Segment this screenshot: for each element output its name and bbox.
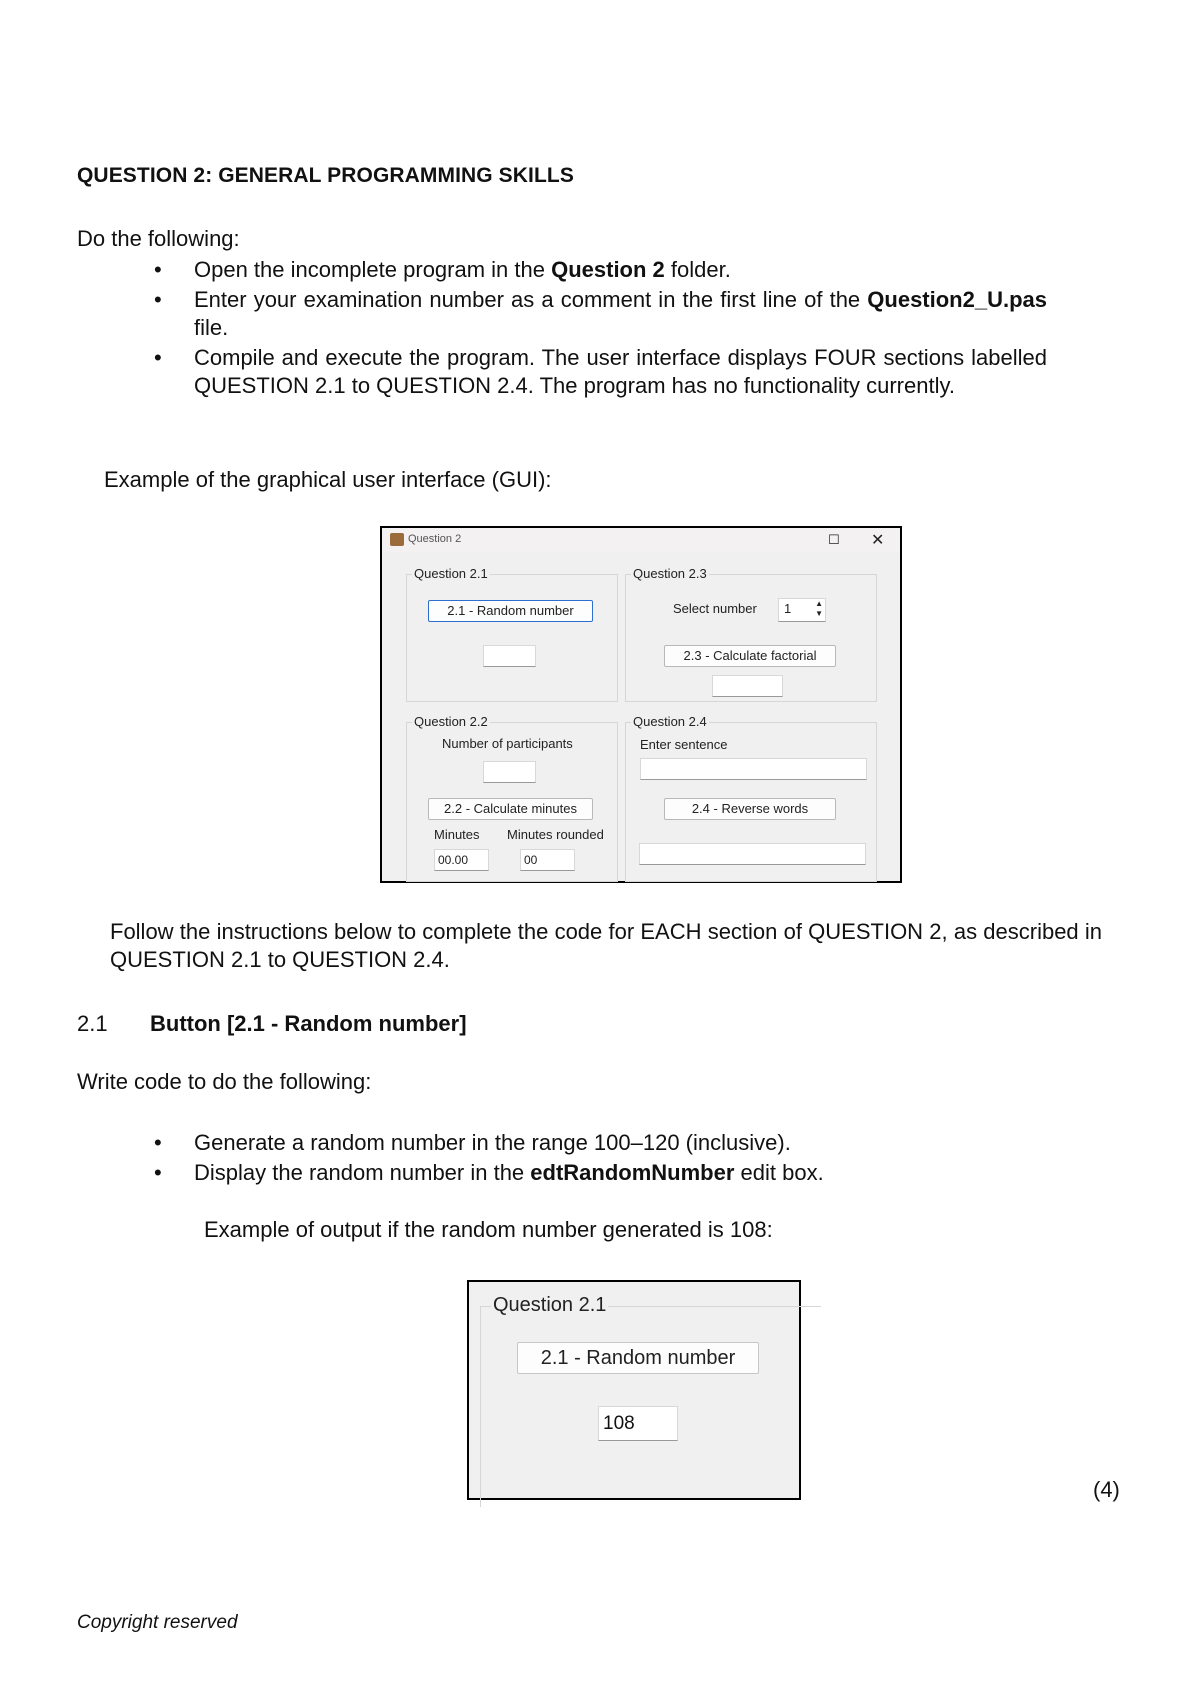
group-q21-label: Question 2.1 <box>414 566 488 581</box>
close-icon[interactable]: ✕ <box>871 532 885 549</box>
gui-caption: Example of the graphical user interface (GUI): <box>104 467 552 492</box>
list-item: • Display the random number in the edtRandomNumber edit box. <box>154 1160 824 1185</box>
bullet-icon: • <box>154 345 162 370</box>
instruction-list <box>154 256 1047 400</box>
app-icon <box>390 533 404 546</box>
enter-sentence-label: Enter sentence <box>640 737 728 752</box>
list-item: • Generate a random number in the range 100–120 (inclusive). <box>154 1130 791 1155</box>
example-random-number-button[interactable]: 2.1 - Random number <box>517 1342 759 1374</box>
random-number-button[interactable]: 2.1 - Random number <box>428 600 593 622</box>
participants-label: Number of participants <box>442 736 573 751</box>
factorial-edit[interactable] <box>712 675 783 697</box>
example-caption: Example of output if the random number generated is 108: <box>204 1217 773 1242</box>
bullet-icon: • <box>154 1130 162 1155</box>
section-title: Button [2.1 - Random number] <box>150 1011 467 1036</box>
minutes-label: Minutes <box>434 827 480 842</box>
spin-arrows-icon[interactable]: ▲ ▼ <box>815 599 823 618</box>
minutes-edit[interactable]: 00.00 <box>434 849 489 871</box>
bullet-icon: • <box>154 287 162 312</box>
maximize-icon[interactable]: ☐ <box>828 532 840 547</box>
calculate-factorial-button[interactable]: 2.3 - Calculate factorial <box>664 645 836 667</box>
gui-window <box>380 526 902 883</box>
intro-text: Do the following: <box>77 226 240 251</box>
number-spinner[interactable]: 1 ▲ ▼ <box>778 598 826 622</box>
title-bar <box>382 528 900 552</box>
bullet-icon: • <box>154 257 162 282</box>
minutes-rounded-label: Minutes rounded <box>507 827 604 842</box>
section-intro: Write code to do the following: <box>77 1069 372 1094</box>
random-number-edit[interactable] <box>483 645 536 667</box>
example-output-figure <box>467 1280 801 1500</box>
sentence-edit[interactable] <box>640 758 867 780</box>
section-list <box>154 1129 1047 1187</box>
reverse-words-button[interactable]: 2.4 - Reverse words <box>664 798 836 820</box>
section-number: 2.1 <box>77 1011 108 1036</box>
group-q23-label: Question 2.3 <box>633 566 707 581</box>
page-title: QUESTION 2: GENERAL PROGRAMMING SKILLS <box>77 164 574 187</box>
window-title: Question 2 <box>408 533 462 545</box>
group-q22-label: Question 2.2 <box>414 714 488 729</box>
select-number-label: Select number <box>673 601 757 616</box>
list-item: • Enter your examination number as a comment in the first line of the Question2_U.pas file. <box>154 287 1047 340</box>
bullet-icon: • <box>154 1160 162 1185</box>
instructions-text: Follow the instructions below to complete the code for EACH section of QUESTION 2, as described in QUESTION 2.1 to QUESTION 2.4. <box>110 919 1102 972</box>
marks: (4) <box>1093 1477 1120 1502</box>
list-item: • Open the incomplete program in the Question 2 folder. <box>154 257 731 282</box>
calculate-minutes-button[interactable]: 2.2 - Calculate minutes <box>428 798 593 820</box>
example-group-label: Question 2.1 <box>493 1294 607 1316</box>
footer-copyright: Copyright reserved <box>77 1612 238 1633</box>
group-q24-label: Question 2.4 <box>633 714 707 729</box>
participants-edit[interactable] <box>483 761 536 783</box>
minutes-rounded-edit[interactable]: 00 <box>520 849 575 871</box>
example-random-number-edit[interactable]: 108 <box>598 1406 678 1441</box>
group-q21 <box>406 574 618 702</box>
list-item: • Compile and execute the program. The user interface displays FOUR sections labelled QUESTION 2.1 to QUESTION 2.4. The program has no functionality currently. <box>154 345 1047 398</box>
reversed-output-edit[interactable] <box>639 843 866 865</box>
